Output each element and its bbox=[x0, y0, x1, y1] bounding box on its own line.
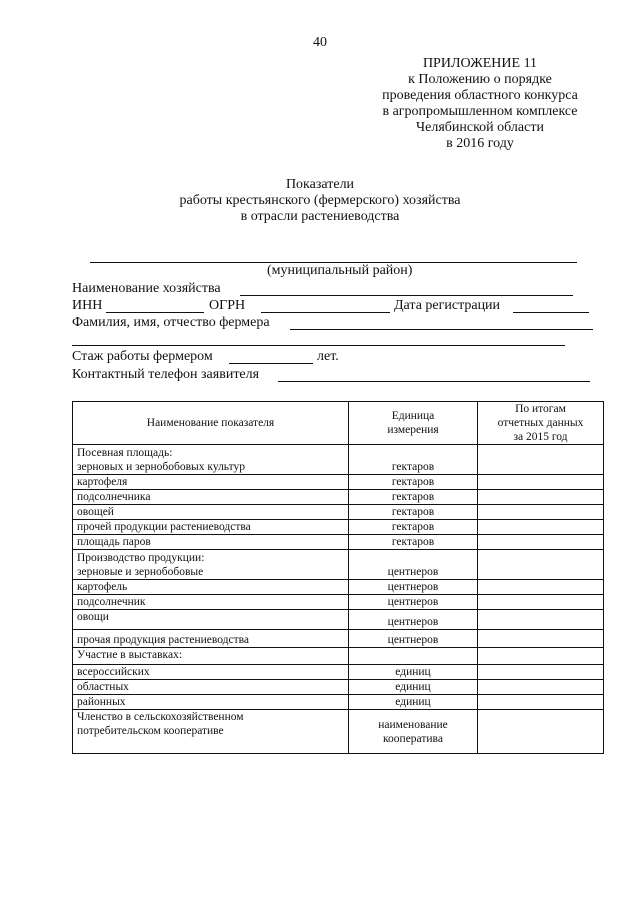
unit-cell: единиц bbox=[349, 665, 478, 680]
appendix-block bbox=[370, 56, 590, 152]
phone-field[interactable] bbox=[278, 381, 590, 382]
header-result bbox=[478, 402, 604, 445]
district-caption: (муниципальный район) bbox=[267, 263, 413, 278]
farm-name-field[interactable] bbox=[240, 295, 573, 296]
header-indicator: Наименование показателя bbox=[73, 402, 349, 445]
appendix-title: ПРИЛОЖЕНИЕ 11 bbox=[422, 56, 538, 71]
indicator-cell: прочей продукции растениеводства bbox=[73, 520, 349, 535]
table-row bbox=[73, 695, 604, 710]
unit-cell: центнеров bbox=[349, 580, 478, 595]
unit-cell: центнеров bbox=[349, 610, 478, 630]
title-line: в отрасли растениеводства bbox=[240, 209, 400, 224]
farm-name-label: Наименование хозяйства bbox=[72, 281, 221, 296]
farmer-name-field[interactable] bbox=[290, 329, 593, 330]
header-unit bbox=[349, 402, 478, 445]
indicator-cell: подсолнечника bbox=[73, 490, 349, 505]
table-row bbox=[73, 665, 604, 680]
unit-cell: центнеров bbox=[349, 630, 478, 648]
unit-line: наименование bbox=[378, 718, 448, 731]
table-row bbox=[73, 580, 604, 595]
document-title bbox=[0, 177, 640, 225]
experience-field[interactable] bbox=[229, 363, 313, 364]
indicator-cell: картофеля bbox=[73, 475, 349, 490]
indicator-cell: прочая продукция растениеводства bbox=[73, 630, 349, 648]
inn-label: ИНН bbox=[72, 298, 103, 313]
indicator-cell: картофель bbox=[73, 580, 349, 595]
value-cell[interactable] bbox=[478, 665, 604, 680]
phone-label: Контактный телефон заявителя bbox=[72, 367, 260, 382]
unit-cell: гектаров bbox=[349, 535, 478, 550]
appendix-line: проведения областного конкурса bbox=[382, 88, 578, 103]
header-result-line: По итогам bbox=[515, 403, 566, 415]
table-row bbox=[73, 595, 604, 610]
table-row bbox=[73, 490, 604, 505]
table-row bbox=[73, 520, 604, 535]
value-cell[interactable] bbox=[478, 520, 604, 535]
unit-cell: единиц bbox=[349, 680, 478, 695]
unit-cell: гектаров bbox=[349, 520, 478, 535]
value-cell[interactable] bbox=[478, 610, 604, 630]
indicator-cell: Участие в выставках: bbox=[73, 648, 349, 665]
value-cell bbox=[478, 648, 604, 665]
indicator-cell: районных bbox=[73, 695, 349, 710]
table-row bbox=[73, 475, 604, 490]
appendix-line: к Положению о порядке bbox=[408, 72, 552, 87]
value-cell[interactable] bbox=[478, 505, 604, 520]
indicator-cell: овощей bbox=[73, 505, 349, 520]
registration-date-field[interactable] bbox=[513, 312, 589, 313]
appendix-line: в 2016 году bbox=[446, 136, 514, 151]
table-row bbox=[73, 535, 604, 550]
table-row bbox=[73, 550, 604, 580]
value-cell[interactable] bbox=[478, 535, 604, 550]
value-cell[interactable] bbox=[478, 550, 604, 580]
indicator-label: зерновые и зернобобовые bbox=[77, 566, 204, 578]
value-cell[interactable] bbox=[478, 695, 604, 710]
table-row bbox=[73, 505, 604, 520]
page-number: 40 bbox=[313, 35, 327, 50]
table-row bbox=[73, 680, 604, 695]
unit-cell: гектаров bbox=[349, 505, 478, 520]
value-cell[interactable] bbox=[478, 680, 604, 695]
value-cell[interactable] bbox=[478, 475, 604, 490]
registration-date-label: Дата регистрации bbox=[394, 298, 501, 313]
indicator-label: потребительском кооперативе bbox=[77, 725, 224, 737]
table-header-row bbox=[73, 402, 604, 445]
indicator-cell: подсолнечник bbox=[73, 595, 349, 610]
indicator-cell bbox=[73, 710, 349, 754]
table-row bbox=[73, 610, 604, 630]
header-unit-line: Единица bbox=[391, 410, 435, 422]
unit-cell: единиц bbox=[349, 695, 478, 710]
inn-field[interactable] bbox=[106, 312, 204, 313]
unit-cell bbox=[349, 710, 478, 754]
header-result-line: за 2015 год bbox=[513, 431, 568, 443]
indicator-cell bbox=[73, 445, 349, 475]
experience-unit: лет. bbox=[317, 349, 339, 364]
farmer-name-label: Фамилия, имя, отчество фермера bbox=[72, 315, 270, 330]
appendix-line: в агропромышленном комплексе bbox=[382, 104, 578, 119]
header-unit-line: измерения bbox=[387, 424, 439, 436]
table-row bbox=[73, 445, 604, 475]
section-heading: Производство продукции: bbox=[77, 552, 205, 564]
indicators-table bbox=[72, 401, 604, 754]
indicator-cell: областных bbox=[73, 680, 349, 695]
value-cell[interactable] bbox=[478, 630, 604, 648]
table-row bbox=[73, 710, 604, 754]
unit-line: кооператива bbox=[383, 732, 443, 745]
appendix-line: Челябинской области bbox=[416, 120, 544, 135]
ogrn-field[interactable] bbox=[261, 312, 390, 313]
indicator-cell: всероссийских bbox=[73, 665, 349, 680]
indicator-label: Членство в сельскохозяйственном bbox=[77, 711, 244, 723]
unit-cell: гектаров bbox=[349, 445, 478, 475]
title-line: работы крестьянского (фермерского) хозяйства bbox=[179, 193, 461, 208]
unit-cell: гектаров bbox=[349, 490, 478, 505]
indicator-cell: площадь паров bbox=[73, 535, 349, 550]
unit-cell bbox=[349, 648, 478, 665]
unit-cell: гектаров bbox=[349, 475, 478, 490]
farmer-name-field-line2[interactable] bbox=[72, 345, 565, 346]
value-cell[interactable] bbox=[478, 490, 604, 505]
indicator-cell bbox=[73, 550, 349, 580]
indicator-cell: овощи bbox=[73, 610, 349, 630]
header-result-line: отчетных данных bbox=[497, 417, 584, 429]
section-heading: Посевная площадь: bbox=[77, 447, 173, 459]
title-line: Показатели bbox=[285, 177, 355, 192]
unit-cell: центнеров bbox=[349, 595, 478, 610]
value-cell[interactable] bbox=[478, 580, 604, 595]
indicator-label: зерновых и зернобобовых культур bbox=[77, 461, 245, 473]
experience-label: Стаж работы фермером bbox=[72, 349, 213, 364]
ogrn-label: ОГРН bbox=[209, 298, 246, 313]
table-row bbox=[73, 630, 604, 648]
value-cell[interactable] bbox=[478, 445, 604, 475]
value-cell[interactable] bbox=[478, 710, 604, 754]
table-row bbox=[73, 648, 604, 665]
unit-cell: центнеров bbox=[349, 550, 478, 580]
value-cell[interactable] bbox=[478, 595, 604, 610]
